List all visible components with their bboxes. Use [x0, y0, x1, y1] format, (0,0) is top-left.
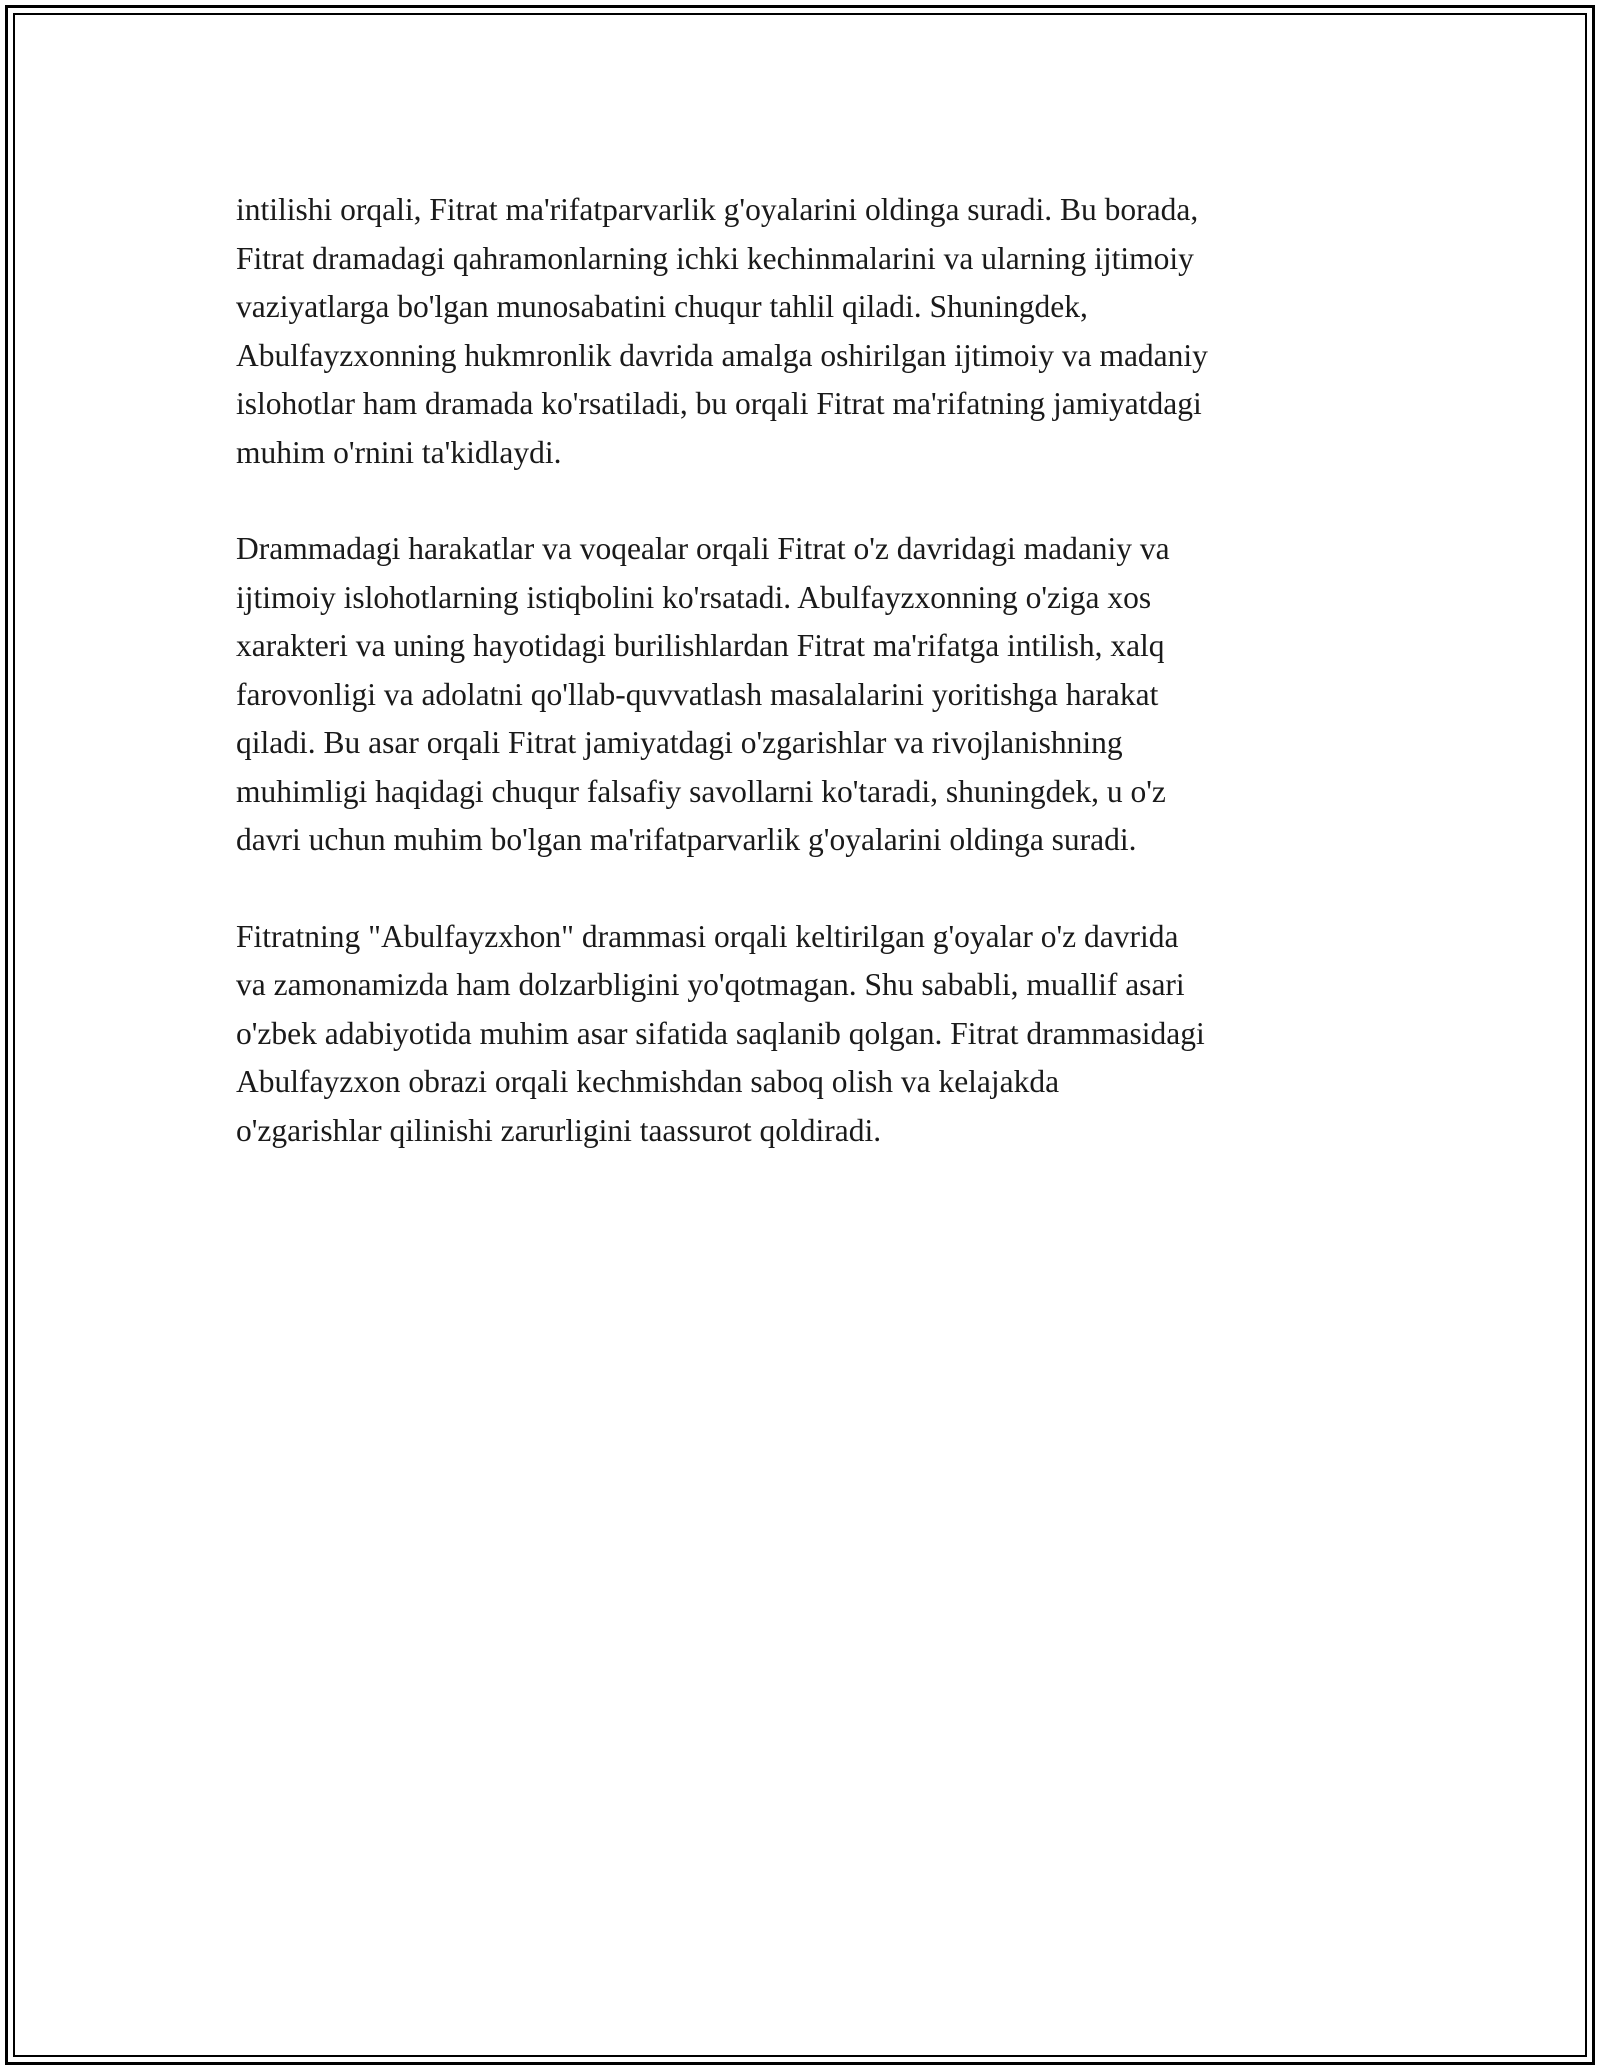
paragraph-1: intilishi orqali, Fitrat ma'rifatparvarlik g'oyalarini oldinga suradi. Bu borada, Fitrat dramadagi qahramonlarning ichki kechinmalarini va ularning ijtimoiy vaziyatlarga bo'lgan munosabatini chuqur tahlil qiladi. Shuningdek, Abulfayzxonning hukmronlik davrida amalga oshirilgan ijtimoiy va madaniy islohotlar ham dramada ko'rsatiladi, bu orqali Fitrat ma'rifatning jamiyatdagi muhim o'rnini ta'kidlaydi. [236, 192, 1208, 470]
document-body [236, 186, 1396, 1203]
paragraph-2: Drammadagi harakatlar va voqealar orqali Fitrat o'z davridagi madaniy va ijtimoiy islohotlarning istiqbolini ko'rsatadi. Abulfayzxonning o'ziga xos xarakteri va uning hayotidagi burilishlardan Fitrat ma'rifatga intilish, xalq farovonligi va adolatni qo'llab-quvvatlash masalalarini yoritishga harakat qiladi. Bu asar orqali Fitrat jamiyatdagi o'zgarishlar va rivojlanishning muhimligi haqidagi chuqur falsafiy savollarni ko'taradi, shuningdek, u o'z davri uchun muhim bo'lgan ma'rifatparvarlik g'oyalarini oldinga suradi. [236, 531, 1170, 857]
paragraph-3: Fitratning "Abulfayzxhon" drammasi orqali keltirilgan g'oyalar o'z davrida va zamonamizda ham dolzarbligini yo'qotmagan. Shu sababli, muallif asari o'zbek adabiyotida muhim asar sifatida saqlanib qolgan. Fitrat drammasidagi Abulfayzxon obrazi orqali kechmishdan saboq olish va kelajakda o'zgarishlar qilinishi zarurligini taassurot qoldiradi. [236, 918, 1205, 1148]
